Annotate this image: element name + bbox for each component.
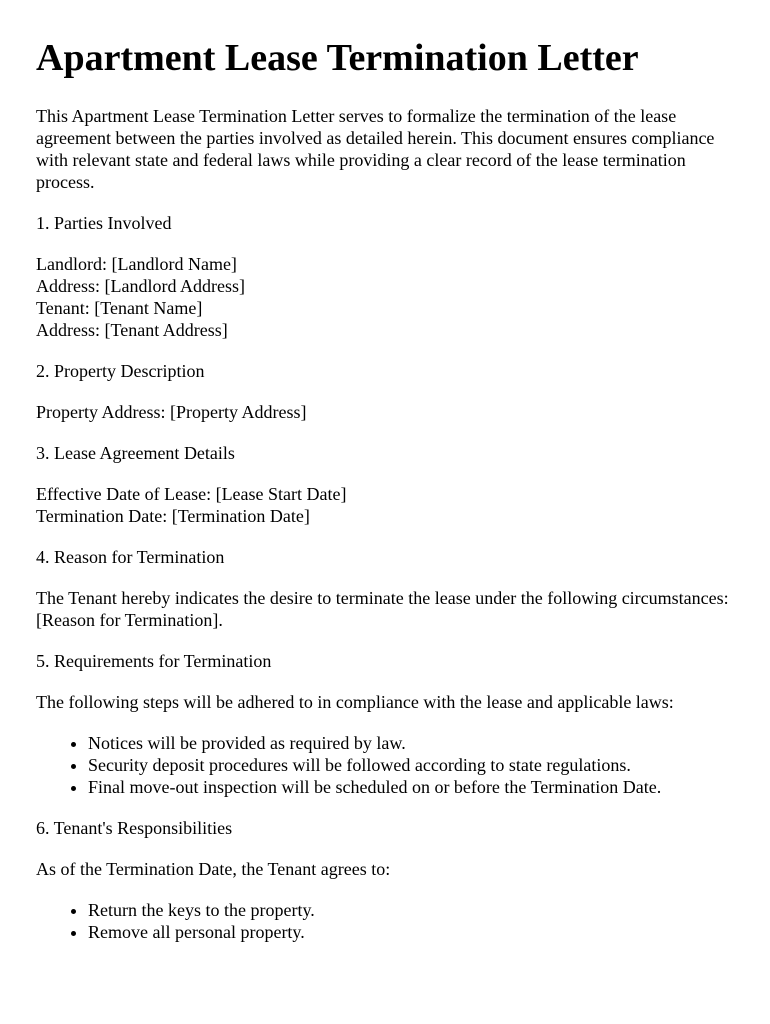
section-responsibilities-heading: 6. Tenant's Responsibilities xyxy=(36,818,233,838)
requirements-list xyxy=(36,732,734,798)
tenant-name-line: Tenant: [Tenant Name] xyxy=(36,298,203,318)
list-item: • Notices will be provided as required by law. xyxy=(88,732,734,754)
intro-paragraph: This Apartment Lease Termination Letter serves to formalize the termination of the lease agreement between the parties involved as detailed herein. This document ensures compliance with relevant state and federal laws while providing a clear record of the lease termination process. xyxy=(36,106,715,192)
document-title: Apartment Lease Termination Letter xyxy=(36,37,639,79)
reason-paragraph: The Tenant hereby indicates the desire to terminate the lease under the following circumstances: [Reason for Termination]. xyxy=(36,588,729,630)
section-lease-heading: 3. Lease Agreement Details xyxy=(36,443,235,463)
responsibilities-paragraph: As of the Termination Date, the Tenant agrees to: xyxy=(36,859,391,879)
list-item: • Security deposit procedures will be followed according to state regulations. xyxy=(88,754,734,776)
section-reason-heading: 4. Reason for Termination xyxy=(36,547,225,567)
parties-block xyxy=(36,253,734,341)
property-address-line: Property Address: [Property Address] xyxy=(36,402,307,422)
landlord-name-line: Landlord: [Landlord Name] xyxy=(36,254,237,274)
lease-dates-block xyxy=(36,483,734,527)
responsibilities-list xyxy=(36,899,734,943)
tenant-address-line: Address: [Tenant Address] xyxy=(36,320,228,340)
termination-date-line: Termination Date: [Termination Date] xyxy=(36,506,310,526)
section-requirements-heading: 5. Requirements for Termination xyxy=(36,651,272,671)
list-item: • Final move-out inspection will be scheduled on or before the Termination Date. xyxy=(88,776,734,798)
requirements-paragraph: The following steps will be adhered to in compliance with the lease and applicable laws: xyxy=(36,692,674,712)
landlord-address-line: Address: [Landlord Address] xyxy=(36,276,245,296)
list-item: • Return the keys to the property. xyxy=(88,899,734,921)
list-item: • Remove all personal property. xyxy=(88,921,734,943)
section-property-heading: 2. Property Description xyxy=(36,361,205,381)
section-parties-heading: 1. Parties Involved xyxy=(36,213,172,233)
effective-date-line: Effective Date of Lease: [Lease Start Date] xyxy=(36,484,347,504)
